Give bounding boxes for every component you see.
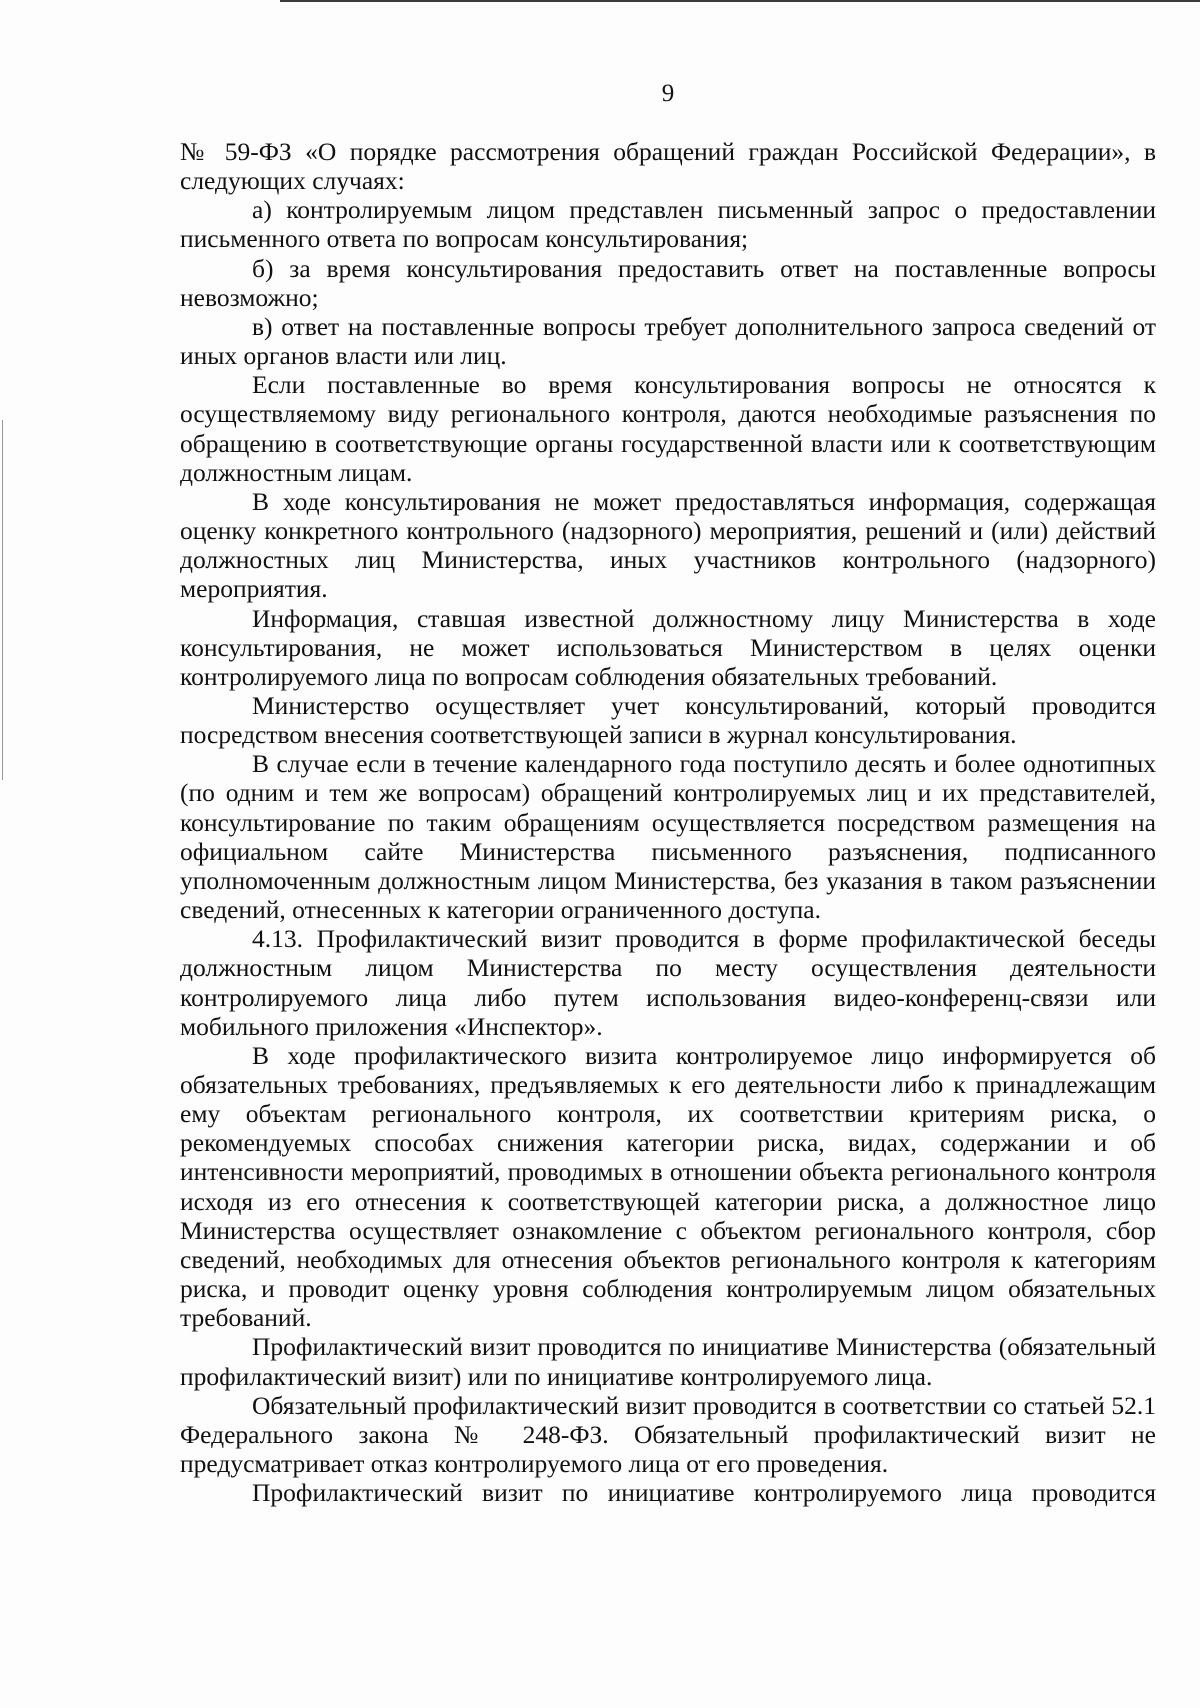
scan-edge-mark	[2, 420, 3, 780]
paragraph-continues: Профилактический визит по инициативе контролируемого лица проводится	[252, 1478, 1156, 1508]
paragraph: Обязательный профилактический визит проводится в соответствии со статьей 52.1 Федерального закона № 248-ФЗ. Обязательный профилактический визит не предусматривает отказ контролируемого лица от его проведения.	[180, 1390, 1156, 1479]
scan-edge-line	[280, 0, 1200, 2]
list-item-b: б) за время консультирования предоставить ответ на поставленные вопросы невозможно;	[180, 253, 1156, 312]
paragraph: Профилактический визит проводится по инициативе Министерства (обязательный профилактический визит) или по инициативе контролируемого лица.	[180, 1332, 1156, 1391]
document-body	[180, 137, 1156, 1507]
list-item-c: в) ответ на поставленные вопросы требует дополнительного запроса сведений от иных органов власти или лиц.	[180, 311, 1156, 371]
paragraph-continuation: № 59-ФЗ «О порядке рассмотрения обращений граждан Российской Федерации», в следующих случаях:	[180, 137, 1156, 196]
page-number: 9	[661, 80, 675, 107]
paragraph: Информация, ставшая известной должностному лицу Министерства в ходе консультирования, не может использоваться Министерством в целях оценки контролируемого лица по вопросам соблюдения обязательных требований.	[180, 603, 1156, 691]
paragraph: В случае если в течение календарного года поступило десять и более однотипных (по одним и тем же вопросам) обращений контролируемых лиц и их представителей, консультирование по таким обращениям осуществляется посредством размещения на официальном сайте Министерства письменного разъяснения, подписанного уполномоченным должностным лицом Министерства, без указания в таком разъяснении сведений, отнесенных к категории ограниченного доступа.	[180, 749, 1156, 925]
paragraph: В ходе консультирования не может предоставляться информация, содержащая оценку конкретного контрольного (надзорного) мероприятия, решений и (или) действий должностных лиц Министерства, иных участников контрольного (надзорного) мероприятия.	[180, 486, 1156, 604]
list-item-a: а) контролируемым лицом представлен письменный запрос о предоставлении письменного ответа по вопросам консультирования;	[180, 195, 1156, 254]
paragraph: Министерство осуществляет учет консультирований, который проводится посредством внесения соответствующей записи в журнал консультирования.	[180, 690, 1156, 750]
paragraph: В ходе профилактического визита контролируемое лицо информируется об обязательных требованиях, предъявляемых к его деятельности либо к принадлежащим ему объектам регионального контроля, их соответствии критериям риска, о рекомендуемых способах снижения категории риска, видах, содержании и об интенсивности мероприятий, проводимых в отношении объекта регионального контроля исходя из его отнесения к соответствующей категории риска, а должностное лицо Министерства осуществляет ознакомление с объектом регионального контроля, сбор сведений, необходимых для отнесения объектов регионального контроля к категориям риска, и проводит оценку уровня соблюдения контролируемым лицом обязательных требований.	[180, 1040, 1156, 1333]
section-4-13-paragraph: 4.13. Профилактический визит проводится в форме профилактической беседы должностным лицом Министерства по месту осуществления деятельности контролируемого лица либо путем использования видео-конференц-связи или мобильного приложения «Инспектор».	[180, 924, 1156, 1041]
paragraph: Если поставленные во время консультирования вопросы не относятся к осуществляемому виду регионального контроля, даются необходимые разъяснения по обращению в соответствующие органы государственной власти или к соответствующим должностным лицам.	[180, 370, 1156, 487]
